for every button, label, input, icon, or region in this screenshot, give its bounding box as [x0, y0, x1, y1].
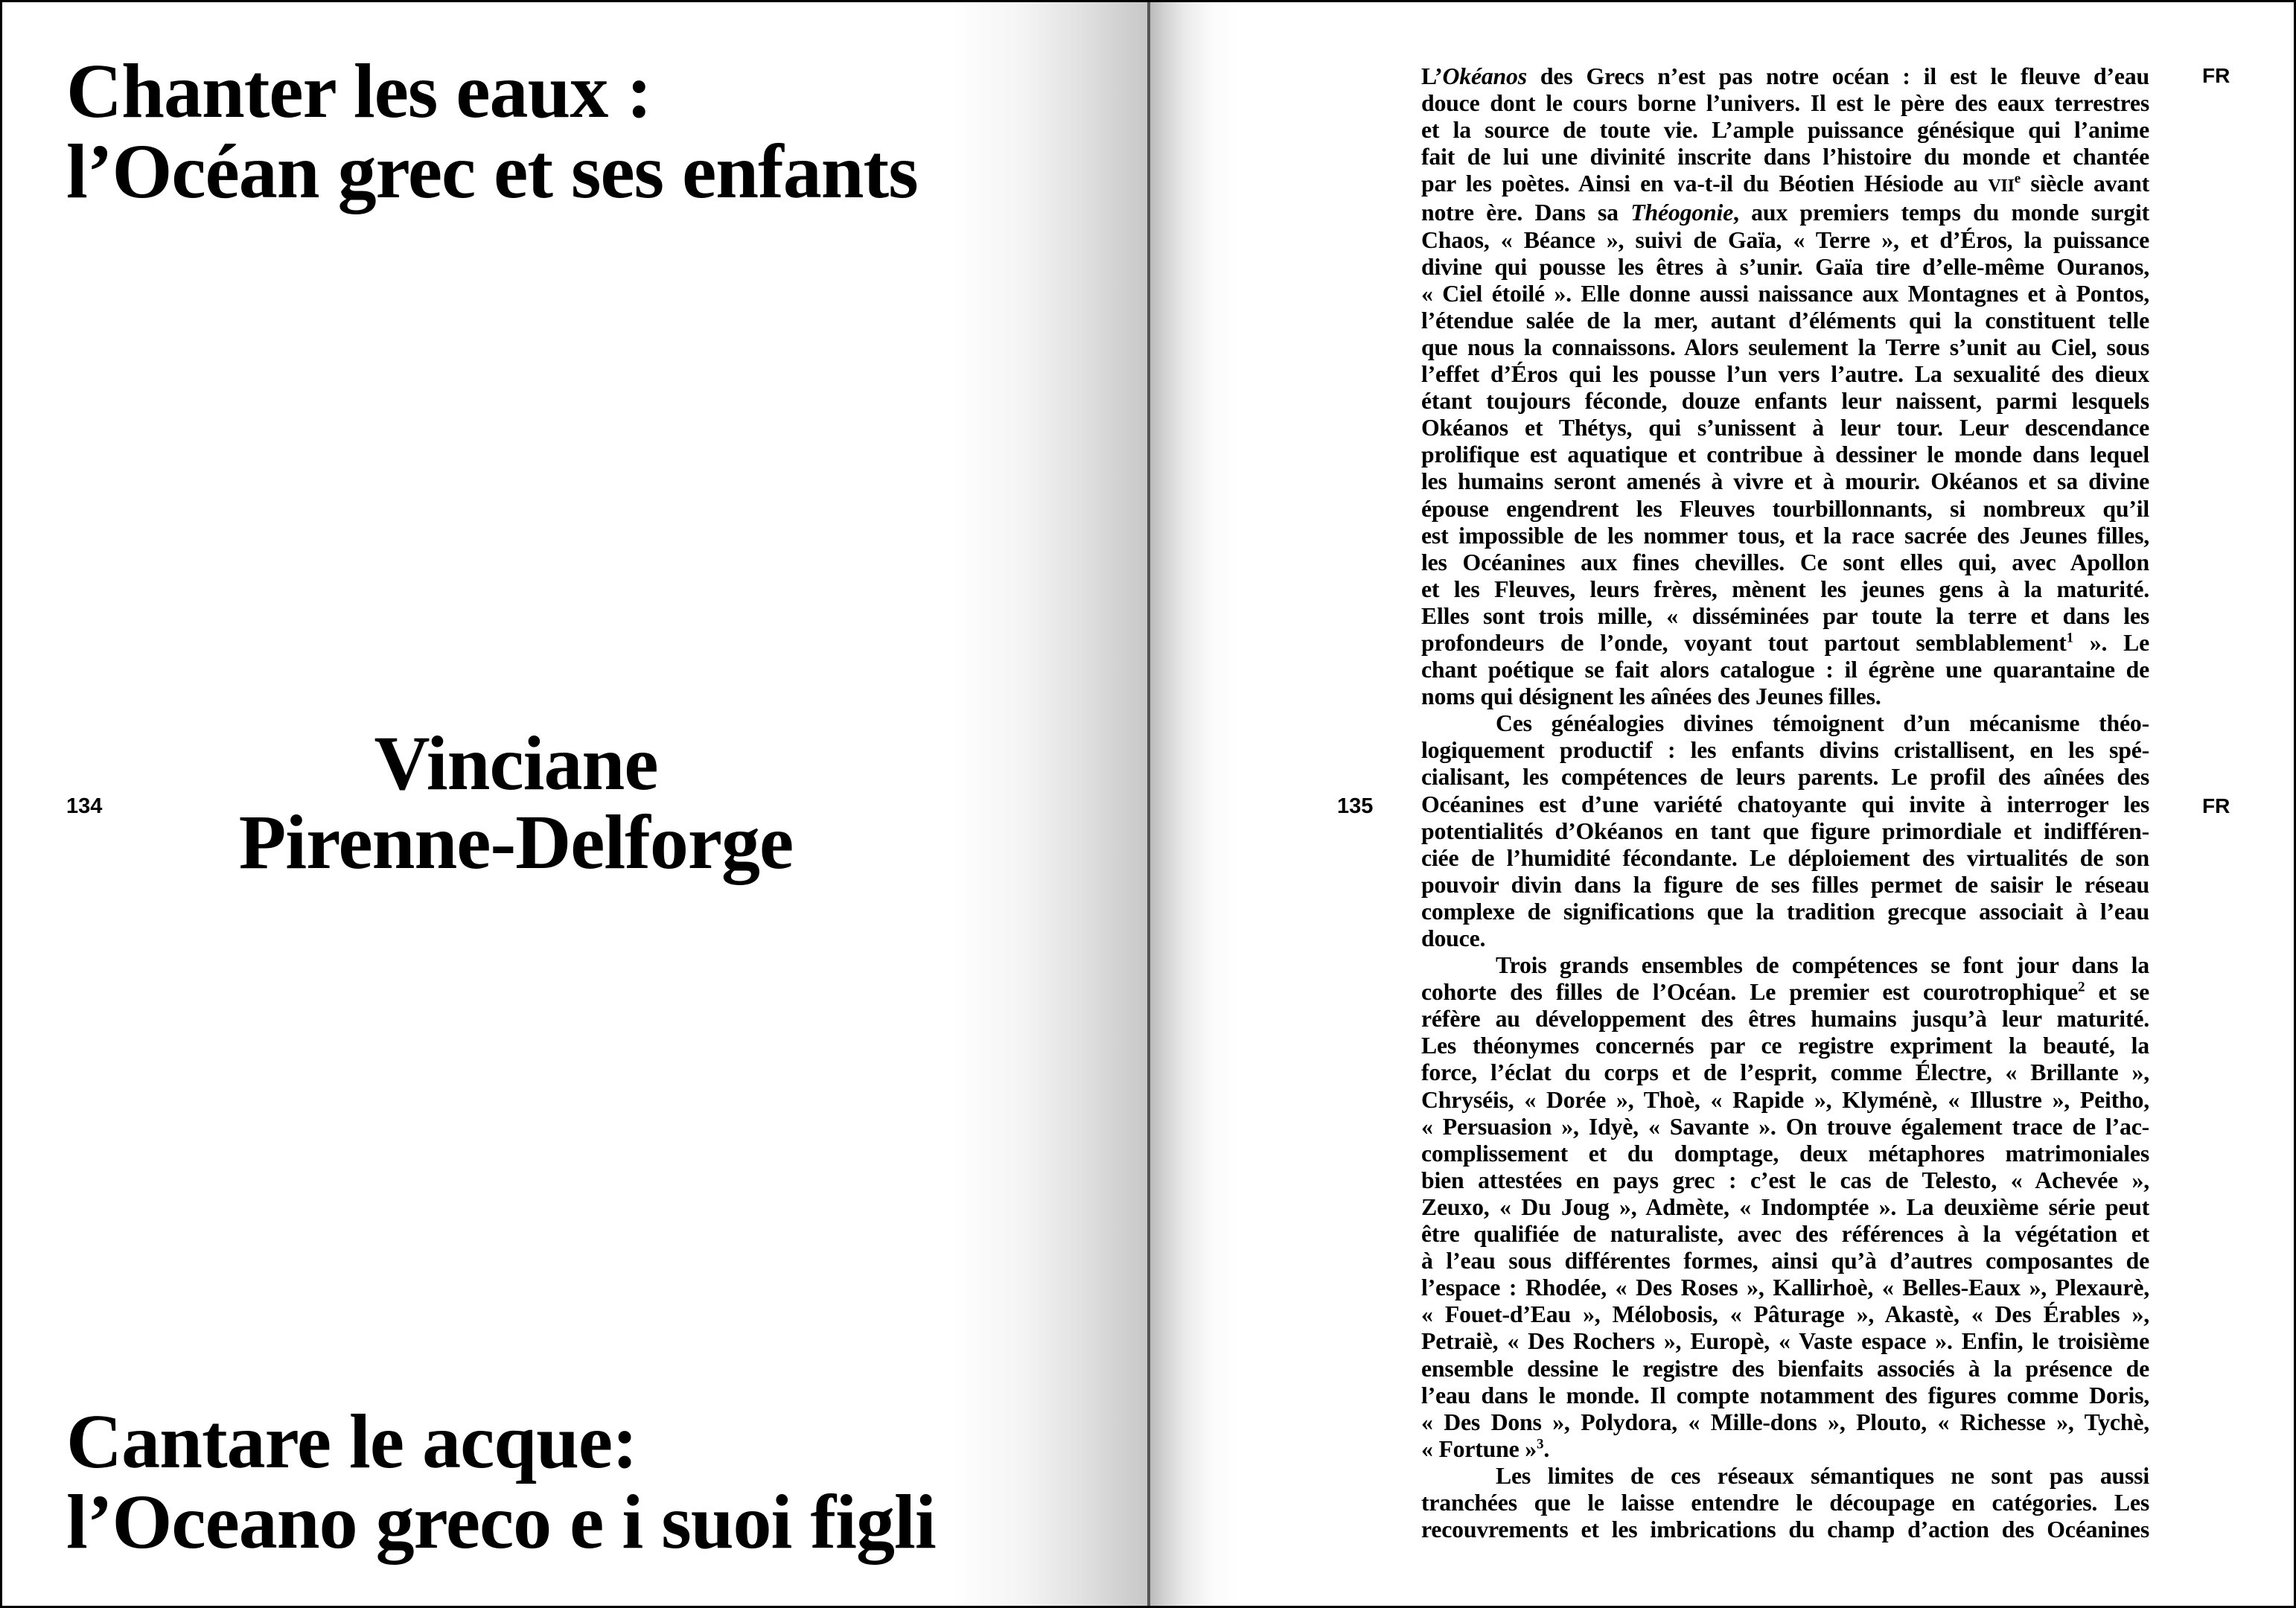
- text-line: Ces généalogies divines témoignent d’un mécanisme théo-: [1496, 710, 2149, 737]
- text-line: Okéanos et Thétys, qui s’unissent à leur tour. Leur descendance: [1421, 415, 2149, 441]
- text-line: potentialités d’Okéanos en tant que figure primordiale et indifféren-: [1421, 817, 2149, 844]
- text-line: Trois grands ensembles de compétences se font jour dans la: [1496, 952, 2149, 979]
- text-line: est impossible de les nommer tous, et la race sacrée des Jeunes filles,: [1421, 522, 2149, 549]
- text-line: « Fortune »$^3$.: [1421, 1435, 1550, 1462]
- page-number-right: 135: [1337, 794, 1374, 818]
- text-line: recouvrements et les imbrications du champ d’action des Océanines: [1421, 1516, 2149, 1543]
- text-line: les humains seront amenés à vivre et à mourir. Okéanos et sa divine: [1421, 468, 2149, 495]
- text-line: et les Fleuves, leurs frères, mènent les jeunes gens à la maturité.: [1421, 575, 2149, 602]
- text-line: chant poétique se fait alors catalogue : il égrène une quarantaine de: [1421, 657, 2149, 683]
- italian-title: [66, 1399, 1109, 1565]
- text-line: réfère au développement des êtres humains jusqu’à leur maturité.: [1421, 1006, 2149, 1033]
- text-line: cialisant, les compétences de leurs parents. Le profil des aînées des: [1421, 764, 2149, 791]
- paragraph-2: [1421, 710, 2149, 952]
- text-line: « Persuasion », Idyè, « Savante ». On trouve également trace de l’ac-: [1421, 1113, 2149, 1140]
- text-line: douce dont le cours borne l’univers. Il est le père des eaux terrestres: [1421, 90, 2149, 117]
- italian-title-line-1: Cantare le acque:: [66, 1399, 637, 1484]
- italian-title-line-2: l’Oceano greco e i suoi figli: [66, 1479, 936, 1565]
- text-line: force, l’éclat du corps et de l’esprit, comme Électre, « Brillante »,: [1421, 1059, 2149, 1086]
- book-gutter: [1147, 2, 1150, 1608]
- text-line: prolifique est aquatique et contribue à dessiner le monde dans lequel: [1421, 441, 2149, 468]
- text-line: Petraiè, « Des Rochers », Europè, « Vaste espace ». Enfin, le troisième: [1421, 1328, 2149, 1355]
- author-last-name: Pirenne-Delforge: [238, 800, 794, 885]
- text-line: Chryséis, « Dorée », Thoè, « Rapide », Klyménè, « Illustre », Peitho,: [1421, 1086, 2149, 1113]
- text-line: l’étendue salée de la mer, autant d’éléments qui la constituent telle: [1421, 307, 2149, 334]
- text-line: Océanines est d’une variété chatoyante qui invite à interroger les: [1421, 791, 2149, 817]
- text-line: logiquement productif : les enfants divins cristallisent, en les spé-: [1421, 737, 2149, 764]
- text-line: fait de lui une divinité inscrite dans l’histoire du monde et chantée: [1421, 144, 2149, 170]
- text-line: étant toujours féconde, douze enfants leur naissent, parmi lesquels: [1421, 388, 2149, 415]
- left-page: [2, 2, 1149, 1608]
- footnote-ref-2[interactable]: 2: [2078, 979, 2085, 995]
- paragraph-4: [1421, 1463, 2149, 1543]
- text-line: ensemble dessine le registre des bienfaits associés à la présence de: [1421, 1355, 2149, 1382]
- french-title-line-1: Chanter les eaux :: [66, 48, 652, 134]
- text-line: Elles sont trois mille, « disséminées par toute la terre et dans les: [1421, 602, 2149, 629]
- text-line: l’effet d’Éros qui les pousse l’un vers l’autre. La sexualité des dieux: [1421, 361, 2149, 388]
- footnote-ref-3[interactable]: 3: [1537, 1436, 1544, 1452]
- text-line: Les limites de ces réseaux sémantiques ne sont pas aussi: [1496, 1462, 2149, 1489]
- text-line: profondeurs de l’onde, voyant tout partout semblablement$^1$ ». Le: [1421, 629, 2149, 656]
- text-line: notre ère. Dans sa Théogonie, aux premiers temps du monde surgit: [1421, 200, 2150, 226]
- text-line: bien attestées en pays grec : c’est le cas de Telesto, « Achevée »,: [1421, 1167, 2149, 1193]
- text-line: ciée de l’humidité fécondante. Le déploiement des virtualités de son: [1421, 844, 2149, 871]
- text-line: Zeuxo, « Du Joug », Admète, « Indomptée ». La deuxième série peut: [1421, 1193, 2149, 1220]
- author-name: [173, 721, 858, 885]
- text-line: « Des Dons », Polydora, « Mille-dons », Plouto, « Richesse », Tychè,: [1421, 1408, 2149, 1435]
- text-line: L’Okéanos des Grecs n’est pas notre océan : il est le fleuve d’eau: [1421, 63, 2149, 89]
- text-line: cohorte des filles de l’Océan. Le premier est courotrophique$^2$ et se: [1421, 979, 2149, 1006]
- text-line: l’espace : Rhodée, « Des Roses », Kallirhoè, « Belles-Eaux », Plexaurè,: [1421, 1274, 2149, 1301]
- text-line: Les théonymes concernés par ce registre expriment la beauté, la: [1421, 1033, 2149, 1059]
- text-line: Chaos, « Béance », suivi de Gaïa, « Terre », et d’Éros, la puissance: [1421, 226, 2149, 253]
- text-line: l’eau dans le monde. Il compte notamment des figures comme Doris,: [1421, 1382, 2149, 1408]
- text-line: épouse engendrent les Fleuves tourbillonnants, si nombreux qu’il: [1421, 495, 2149, 522]
- text-line: douce.: [1421, 925, 1486, 951]
- article-body: [1421, 63, 2149, 1543]
- language-marker-top: FR: [2202, 64, 2230, 87]
- text-line: par les poètes. Ainsi en va-t-il du Béotien Hésiode au VIIe siècle avant: [1421, 170, 2149, 197]
- french-title: [66, 48, 1109, 214]
- text-line: tranchées que le laisse entendre le découpage en catégories. Les: [1421, 1489, 2149, 1516]
- text-line: divine qui pousse les êtres à s’unir. Gaïa tire d’elle-même Ouranos,: [1421, 253, 2149, 280]
- text-line: complissement et du domptage, deux métaphores matrimoniales: [1421, 1140, 2149, 1167]
- text-line: à l’eau sous différentes formes, ainsi qu’à d’autres composantes de: [1421, 1248, 2149, 1274]
- author-first-name: Vinciane: [374, 721, 658, 806]
- text-line: « Fouet-d’Eau », Mélobosis, « Pâturage », Akastè, « Des Érables »,: [1421, 1301, 2149, 1328]
- text-line: complexe de significations que la tradition grecque associait à l’eau: [1421, 898, 2149, 925]
- language-marker-middle: FR: [2202, 794, 2230, 817]
- paragraph-3: [1421, 952, 2149, 1463]
- text-line: pouvoir divin dans la figure de ses filles permet de saisir le réseau: [1421, 871, 2149, 898]
- text-line: les Océanines aux fines chevilles. Ce sont elles qui, avec Apollon: [1421, 549, 2149, 575]
- text-line: et la source de toute vie. L’ample puissance génésique qui l’anime: [1421, 117, 2149, 144]
- footnote-ref-1[interactable]: 1: [2066, 630, 2073, 646]
- text-line: être qualifiée de naturaliste, avec des références à la végétation et: [1421, 1221, 2149, 1248]
- text-line: noms qui désignent les aînées des Jeunes filles.: [1421, 683, 1881, 710]
- french-title-line-2: l’Océan grec et ses enfants: [66, 129, 918, 214]
- paragraph-1: [1421, 63, 2149, 710]
- page-number-left: 134: [66, 794, 103, 818]
- text-line: « Ciel étoilé ». Elle donne aussi naissance aux Montagnes et à Pontos,: [1421, 280, 2149, 307]
- text-line: que nous la connaissons. Alors seulement la Terre s’unit au Ciel, sous: [1421, 334, 2149, 360]
